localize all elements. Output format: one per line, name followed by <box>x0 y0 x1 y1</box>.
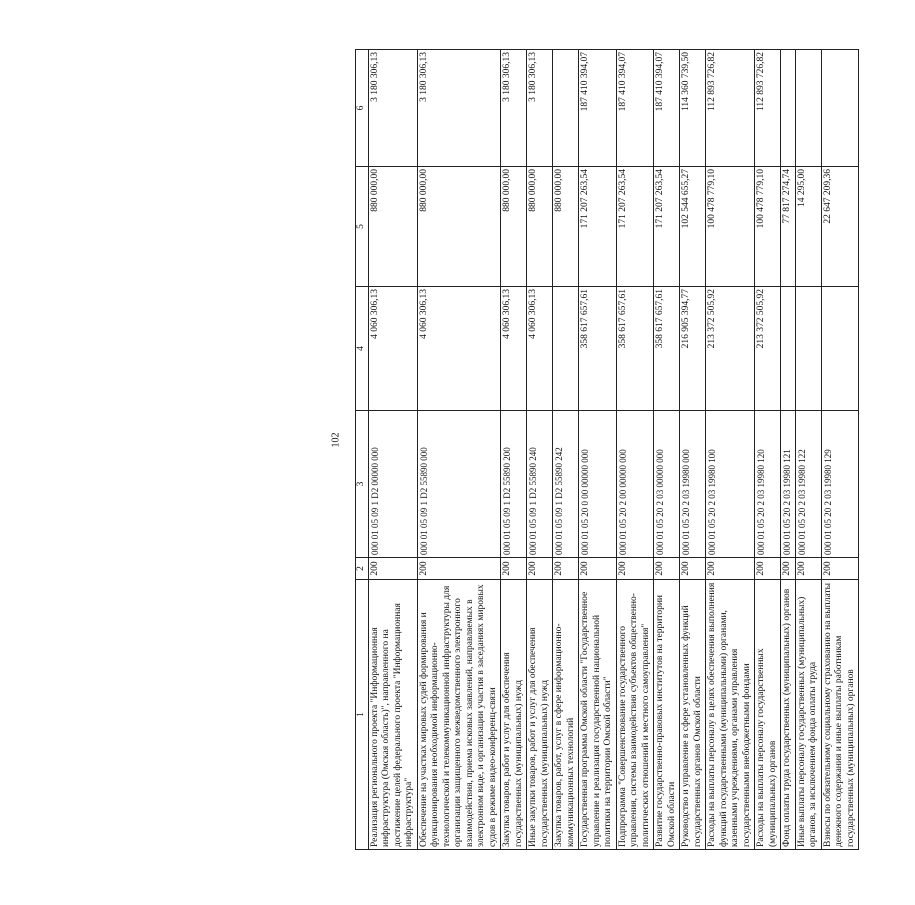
cell-col-2: 200 <box>579 558 617 580</box>
cell-col-5: 880 000,00 <box>553 167 579 287</box>
table-row <box>579 50 617 850</box>
table-row <box>616 50 654 850</box>
cell-col-1: Фонд оплаты труда государственных (муниципальных) органов <box>781 580 796 850</box>
cell-col-2: 200 <box>553 558 579 580</box>
cell-col-3: 000 01 05 20 2 03 19980 121 <box>781 411 796 558</box>
table-row <box>755 50 781 850</box>
cell-col-1: Подпрограмма "Совершенствование государственного управления, системы взаимодействия субъектов общественно-политических отношений и местного самоуправления" <box>616 580 654 850</box>
cell-col-6: 112 893 726,82 <box>755 50 781 167</box>
cell-col-3: 000 01 05 20 0 00 00000 000 <box>579 411 617 558</box>
cell-col-5: 100 478 779,10 <box>706 167 755 287</box>
rotated-table-container <box>355 50 915 850</box>
cell-col-4: 358 617 657,61 <box>616 287 654 411</box>
cell-col-3: 000 01 05 09 1 D2 00000 000 <box>368 411 417 558</box>
table-row <box>795 50 821 850</box>
cell-col-6 <box>553 50 579 167</box>
cell-col-4: 4 060 306,13 <box>417 287 501 411</box>
cell-col-2: 200 <box>417 558 501 580</box>
cell-col-4: 4 060 306,13 <box>527 287 553 411</box>
cell-col-3: 000 01 05 20 2 03 19980 100 <box>706 411 755 558</box>
cell-col-1: Закупка товаров, работ и услуг для обеспечения государственных (муниципальных) нужд <box>501 580 527 850</box>
cell-col-2: 200 <box>680 558 706 580</box>
header-col-3: 3 <box>356 411 369 558</box>
cell-col-5: 171 207 263,54 <box>616 167 654 287</box>
cell-col-1: Государственная программа Омской области "Государственное управление и реализация государственной национальной политики на территории Омской области" <box>579 580 617 850</box>
cell-col-1: Развитие государственно-правовых институтов на территории Омской области <box>654 580 680 850</box>
cell-col-3: 000 01 05 20 2 03 00000 000 <box>654 411 680 558</box>
cell-col-3: 000 01 05 20 2 03 19980 122 <box>795 411 821 558</box>
cell-col-4 <box>781 287 796 411</box>
cell-col-5: 100 478 779,10 <box>755 167 781 287</box>
cell-col-3: 000 01 05 20 2 03 19980 000 <box>680 411 706 558</box>
cell-col-5: 22 647 209,36 <box>821 167 859 287</box>
cell-col-1: Расходы на выплаты персоналу в целях обеспечения выполнения функций государственными (муниципальными) органами, казенными учреждениями, органами управления государственными внебюджетными фондами <box>706 580 755 850</box>
cell-col-5: 171 207 263,54 <box>579 167 617 287</box>
cell-col-3: 000 01 05 09 1 D2 55890 242 <box>553 411 579 558</box>
table-row <box>417 50 501 850</box>
cell-col-5: 880 000,00 <box>368 167 417 287</box>
table-row <box>501 50 527 850</box>
cell-col-1: Расходы на выплаты персоналу государственных (муниципальных) органов <box>755 580 781 850</box>
page-number: 102 <box>330 432 342 448</box>
header-row <box>356 50 369 850</box>
table-row <box>527 50 553 850</box>
cell-col-2: 200 <box>795 558 821 580</box>
cell-col-6: 3 180 306,13 <box>417 50 501 167</box>
cell-col-4: 4 060 306,13 <box>368 287 417 411</box>
cell-col-6: 187 410 394,07 <box>579 50 617 167</box>
table-row <box>368 50 417 850</box>
cell-col-5: 14 295,00 <box>795 167 821 287</box>
header-col-2: 2 <box>356 558 369 580</box>
header-col-1: 1 <box>356 580 369 850</box>
cell-col-3: 000 01 05 09 1 D2 55890 200 <box>501 411 527 558</box>
cell-col-4: 4 060 306,13 <box>501 287 527 411</box>
cell-col-2: 200 <box>654 558 680 580</box>
cell-col-6: 187 410 394,07 <box>654 50 680 167</box>
cell-col-3: 000 01 05 20 2 03 19980 120 <box>755 411 781 558</box>
header-col-4: 4 <box>356 287 369 411</box>
table-row <box>781 50 796 850</box>
cell-col-5: 102 544 655,27 <box>680 167 706 287</box>
cell-col-6: 3 180 306,13 <box>368 50 417 167</box>
cell-col-3: 000 01 05 09 1 D2 55890 000 <box>417 411 501 558</box>
cell-col-6 <box>821 50 859 167</box>
budget-table <box>355 49 859 850</box>
header-col-6: 6 <box>356 50 369 167</box>
cell-col-5: 77 817 274,74 <box>781 167 796 287</box>
cell-col-6 <box>795 50 821 167</box>
cell-col-3: 000 01 05 20 2 03 19980 129 <box>821 411 859 558</box>
table-row <box>654 50 680 850</box>
cell-col-4: 358 617 657,61 <box>654 287 680 411</box>
cell-col-1: Руководство и управление в сфере установленных функций государственных органов Омской области <box>680 580 706 850</box>
cell-col-4 <box>795 287 821 411</box>
cell-col-1: Взносы по обязательному социальному страхованию на выплаты денежного содержания и иные выплаты работникам государственных (муниципальных) органов <box>821 580 859 850</box>
cell-col-3: 000 01 05 09 1 D2 55890 240 <box>527 411 553 558</box>
cell-col-2: 200 <box>781 558 796 580</box>
table-row <box>821 50 859 850</box>
cell-col-2: 200 <box>527 558 553 580</box>
cell-col-2: 200 <box>706 558 755 580</box>
cell-col-4: 358 617 657,61 <box>579 287 617 411</box>
cell-col-1: Реализация регионального проекта "Информационная инфраструктура (Омская область)", направленного на достижение целей федерального проекта "Информационная инфраструктура" <box>368 580 417 850</box>
cell-col-1: Обеспечение на участках мировых судей формирования и функционирования необходимой информационно-технологической и телекоммуникационной инфраструктуры для организации защищенного межведомственного электронного взаимодействия, приема исковых заявлений, направляемых в электронном виде, и организации участия в заседаниях мировых судов в режиме видео-конференц-связи <box>417 580 501 850</box>
cell-col-2: 200 <box>821 558 859 580</box>
cell-col-4: 213 372 505,92 <box>706 287 755 411</box>
cell-col-1: Иные закупки товаров, работ и услуг для обеспечения государственных (муниципальных) нужд <box>527 580 553 850</box>
table-body <box>368 50 859 850</box>
table-row <box>706 50 755 850</box>
table-row <box>553 50 579 850</box>
cell-col-4: 213 372 505,92 <box>755 287 781 411</box>
cell-col-6: 187 410 394,07 <box>616 50 654 167</box>
cell-col-2: 200 <box>755 558 781 580</box>
cell-col-1: Иные выплаты персоналу государственных (муниципальных) органов, за исключением фонда оплаты труда <box>795 580 821 850</box>
cell-col-6: 114 360 739,50 <box>680 50 706 167</box>
cell-col-4 <box>553 287 579 411</box>
cell-col-4 <box>821 287 859 411</box>
cell-col-3: 000 01 05 20 2 00 00000 000 <box>616 411 654 558</box>
cell-col-2: 200 <box>501 558 527 580</box>
cell-col-4: 216 905 394,77 <box>680 287 706 411</box>
table-row <box>680 50 706 850</box>
cell-col-5: 880 000,00 <box>501 167 527 287</box>
cell-col-5: 171 207 263,54 <box>654 167 680 287</box>
cell-col-5: 880 000,00 <box>417 167 501 287</box>
cell-col-6: 112 893 726,82 <box>706 50 755 167</box>
cell-col-2: 200 <box>368 558 417 580</box>
header-col-5: 5 <box>356 167 369 287</box>
cell-col-6: 3 180 306,13 <box>501 50 527 167</box>
cell-col-6 <box>781 50 796 167</box>
cell-col-1: Закупка товаров, работ, услуг в сфере информационно-коммуникационных технологий <box>553 580 579 850</box>
cell-col-5: 880 000,00 <box>527 167 553 287</box>
cell-col-6: 3 180 306,13 <box>527 50 553 167</box>
cell-col-2: 200 <box>616 558 654 580</box>
